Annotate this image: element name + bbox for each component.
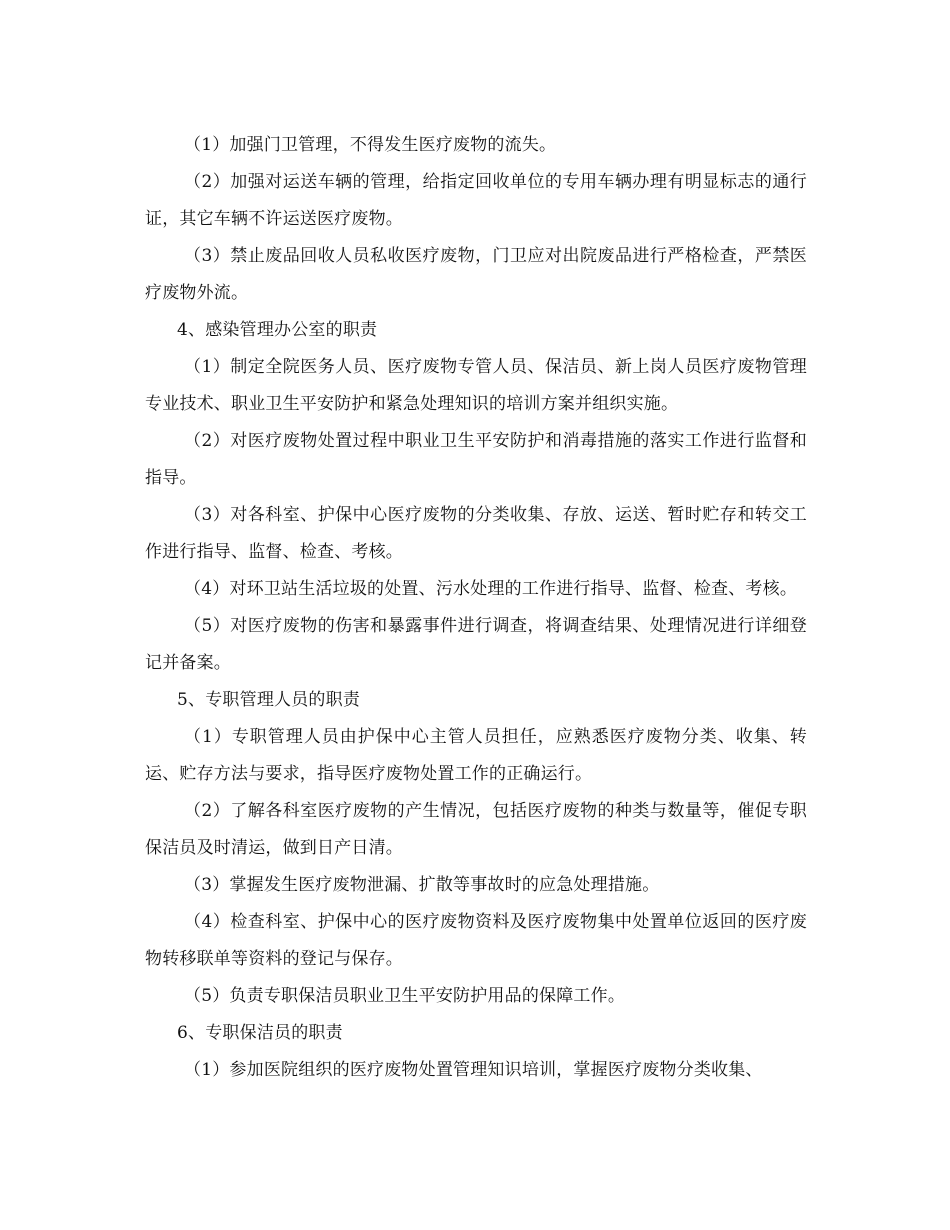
list-item: （1）制定全院医务人员、医疗废物专管人员、保洁员、新上岗人员医疗废物管理专业技术、职业卫生平安防护和紧急处理知识的培训方案并组织实施。 [145,357,807,414]
list-item: （1）专职管理人员由护保中心主管人员担任，应熟悉医疗废物分类、收集、转运、贮存方法与要求，指导医疗废物处置工作的正确运行。 [145,727,807,784]
list-item: （1）加强门卫管理，不得发生医疗废物的流失。 [184,135,557,155]
list-item: （4）检查科室、护保中心的医疗废物资料及医疗废物集中处置单位返回的医疗废物转移联单等资料的登记与保存。 [145,912,807,969]
section-heading: 4、感染管理办公室的职责 [177,320,378,340]
list-item: （3）掌握发生医疗废物泄漏、扩散等事故时的应急处理措施。 [184,875,660,895]
list-item: （4）对环卫站生活垃圾的处置、污水处理的工作进行指导、监督、检查、考核。 [184,579,798,599]
list-item: （2）加强对运送车辆的管理，给指定回收单位的专用车辆办理有明显标志的通行证，其它车辆不许运送医疗废物。 [145,172,807,229]
list-item: （1）参加医院组织的医疗废物处置管理知识培训，掌握医疗废物分类收集、 [184,1060,763,1080]
section-heading: 5、专职管理人员的职责 [177,690,361,710]
list-item: （3）对各科室、护保中心医疗废物的分类收集、存放、运送、暂时贮存和转交工作进行指导、监督、检查、考核。 [145,505,807,562]
list-item: （5）对医疗废物的伤害和暴露事件进行调查，将调查结果、处理情况进行详细登记并备案。 [145,616,807,673]
section-heading: 6、专职保洁员的职责 [177,1023,343,1043]
document-body [145,127,807,1089]
list-item: （2）对医疗废物处置过程中职业卫生平安防护和消毒措施的落实工作进行监督和指导。 [145,431,807,488]
list-item: （2）了解各科室医疗废物的产生情况，包括医疗废物的种类与数量等，催促专职保洁员及时清运，做到日产日清。 [145,801,807,858]
list-item: （3）禁止废品回收人员私收医疗废物，门卫应对出院废品进行严格检查，严禁医疗废物外流。 [145,246,807,303]
list-item: （5）负责专职保洁员职业卫生平安防护用品的保障工作。 [184,986,626,1006]
